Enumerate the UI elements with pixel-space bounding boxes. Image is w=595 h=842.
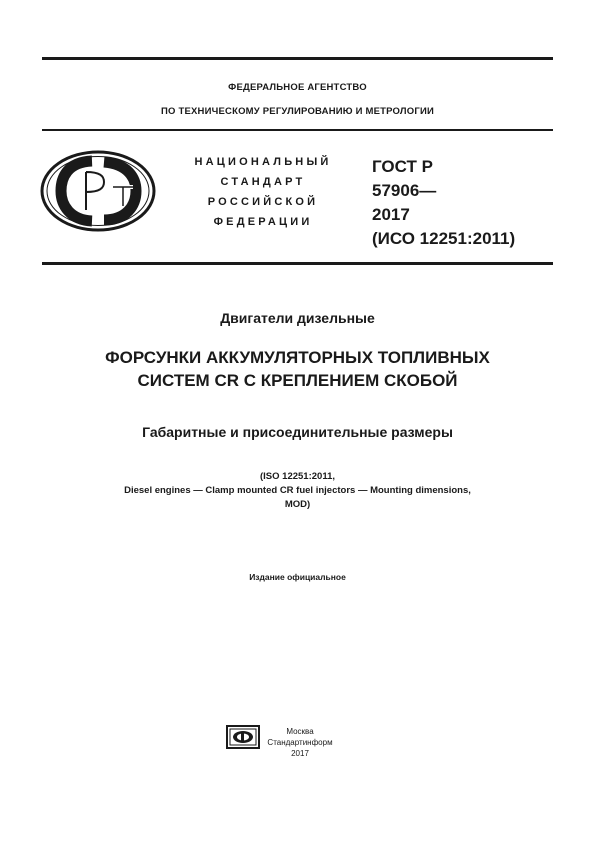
document-subject: Двигатели дизельные: [220, 310, 375, 326]
designation-line1: ГОСТ Р: [372, 157, 433, 176]
agency-divider: [42, 129, 553, 131]
designation-line3: 2017: [372, 205, 410, 224]
original-line3: MOD): [284, 499, 311, 510]
national-standard-line4: ФЕДЕРАЦИИ: [213, 216, 313, 228]
agency-name-line1: ФЕДЕРАЛЬНОЕ АГЕНТСТВО: [228, 82, 367, 93]
top-rule: [42, 57, 553, 60]
publisher-name: Стандартинформ: [267, 738, 333, 747]
national-standard-line1: НАЦИОНАЛЬНЫЙ: [194, 156, 332, 168]
designation-line2: 57906—: [372, 181, 437, 200]
header-bottom-rule: [42, 262, 553, 265]
designation-line4: (ИСО 12251:2011): [372, 229, 516, 248]
national-standard-line2: СТАНДАРТ: [220, 176, 306, 188]
publisher-year: 2017: [291, 749, 309, 758]
document-title-line2: СИСТЕМ CR С КРЕПЛЕНИЕМ СКОБОЙ: [137, 371, 458, 390]
standard-designation: [372, 155, 515, 251]
original-line2: Diesel engines — Clamp mounted CR fuel injectors — Mounting dimensions,: [124, 485, 471, 496]
document-subtitle: Габаритные и присоединительные размеры: [142, 424, 453, 440]
rst-certification-mark-icon: [40, 150, 156, 232]
standartinform-logo-icon: [226, 725, 260, 749]
document-title: [0, 346, 595, 392]
original-standard-reference: [0, 470, 595, 512]
national-standard-line3: РОССИЙСКОЙ: [207, 196, 319, 208]
agency-name-line2: ПО ТЕХНИЧЕСКОМУ РЕГУЛИРОВАНИЮ И МЕТРОЛОГИИ: [161, 106, 434, 117]
document-title-line1: ФОРСУНКИ АККУМУЛЯТОРНЫХ ТОПЛИВНЫХ: [105, 348, 490, 367]
publisher-info: [266, 726, 334, 759]
edition-label: Издание официальное: [249, 572, 346, 582]
publisher-city: Москва: [286, 727, 314, 736]
national-standard-label: [178, 152, 348, 232]
original-line1: (ISO 12251:2011,: [260, 471, 335, 482]
